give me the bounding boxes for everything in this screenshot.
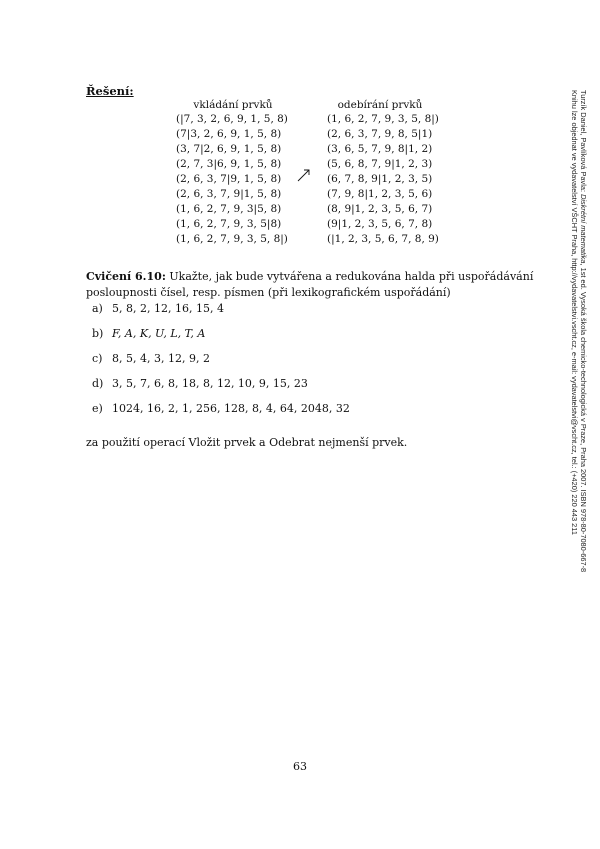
- insert-row: (2, 7, 3|6, 9, 1, 5, 8): [176, 158, 282, 170]
- order-info-line: Knihu lze objednat ve vydavatelství VŠCHT Praha, http://vydavatelstvi.vscht.cz, e-mail: vydavatelstvi@vscht.cz, tel.: (+420) 220 443 211: [570, 90, 579, 535]
- insert-row: (7|3, 2, 6, 9, 1, 5, 8): [176, 128, 282, 140]
- exercise-statement: [86, 269, 546, 301]
- item-label: c): [92, 352, 103, 365]
- citation-authors: Turzík Daniel, Pavlíková Pavla:: [579, 90, 588, 195]
- insert-row: (2, 6, 3, 7|9, 1, 5, 8): [176, 173, 282, 185]
- item-value: 3, 5, 7, 6, 8, 18, 8, 12, 10, 9, 15, 23: [112, 377, 308, 390]
- copyright-sidebar: [570, 90, 588, 572]
- remove-row: (|1, 2, 3, 5, 6, 7, 8, 9): [327, 233, 439, 245]
- insert-sequence-column: [176, 112, 288, 247]
- citation-line: [579, 90, 588, 572]
- list-item: [92, 402, 350, 427]
- list-item: [92, 302, 350, 327]
- remove-row: (8, 9|1, 2, 3, 5, 6, 7): [327, 203, 433, 215]
- list-item: [92, 377, 350, 402]
- remove-row: (5, 6, 8, 7, 9|1, 2, 3): [327, 158, 433, 170]
- remove-row: (2, 6, 3, 7, 9, 8, 5|1): [327, 128, 433, 140]
- remove-row: (9|1, 2, 3, 5, 6, 7, 8): [327, 218, 433, 230]
- item-value: 5, 8, 2, 12, 16, 15, 4: [112, 302, 224, 315]
- diagonal-arrow-icon: [297, 168, 311, 182]
- exercise-items: [92, 302, 350, 427]
- solution-heading: Řešení:: [86, 84, 134, 98]
- item-label: e): [92, 402, 103, 415]
- insert-row: (1, 6, 2, 7, 9, 3, 5, 8|): [176, 233, 288, 245]
- insert-row: (2, 6, 3, 7, 9|1, 5, 8): [176, 188, 282, 200]
- insert-row: (|7, 3, 2, 6, 9, 1, 5, 8): [176, 113, 288, 125]
- remove-row: (3, 6, 5, 7, 9, 8|1, 2): [327, 143, 433, 155]
- insert-row: (3, 7|2, 6, 9, 1, 5, 8): [176, 143, 282, 155]
- remove-row: (1, 6, 2, 7, 9, 3, 5, 8|): [327, 113, 439, 125]
- item-value: 8, 5, 4, 3, 12, 9, 2: [112, 352, 210, 365]
- remove-sequence-column: [327, 112, 439, 247]
- closing-sentence: za použití operací Vložit prvek a Odebrat nejmenší prvek.: [86, 436, 408, 449]
- remove-row: (7, 9, 8|1, 2, 3, 5, 6): [327, 188, 433, 200]
- citation-title: Diskrétní matematika: [579, 194, 588, 264]
- citation-details: , 1st ed. Vysoká škola chemicko-technologická v Praze, Praha 2007. ISBN 978-80-7080-667-8: [579, 263, 588, 573]
- list-item: [92, 327, 350, 352]
- item-label: b): [92, 327, 104, 340]
- remove-column-header: odebírání prvků: [337, 99, 423, 111]
- item-value: F, A, K, U, L, T, A: [112, 327, 206, 340]
- item-label: a): [92, 302, 103, 315]
- insert-row: (1, 6, 2, 7, 9, 3, 5|8): [176, 218, 282, 230]
- item-value: 1024, 16, 2, 1, 256, 128, 8, 4, 64, 2048, 32: [112, 402, 350, 415]
- list-item: [92, 352, 350, 377]
- page-number: 63: [293, 760, 307, 773]
- item-label: d): [92, 377, 104, 390]
- exercise-text: Ukažte, jak bude vytvářena a redukována halda při uspořádávání posloupnosti čísel, resp. písmen (při lexikografickém uspořádání): [86, 270, 534, 299]
- insert-column-header: vkládání prvků: [193, 99, 273, 111]
- insert-row: (1, 6, 2, 7, 9, 3|5, 8): [176, 203, 282, 215]
- remove-row: (6, 7, 8, 9|1, 2, 3, 5): [327, 173, 433, 185]
- exercise-label: Cvičení 6.10:: [86, 270, 166, 283]
